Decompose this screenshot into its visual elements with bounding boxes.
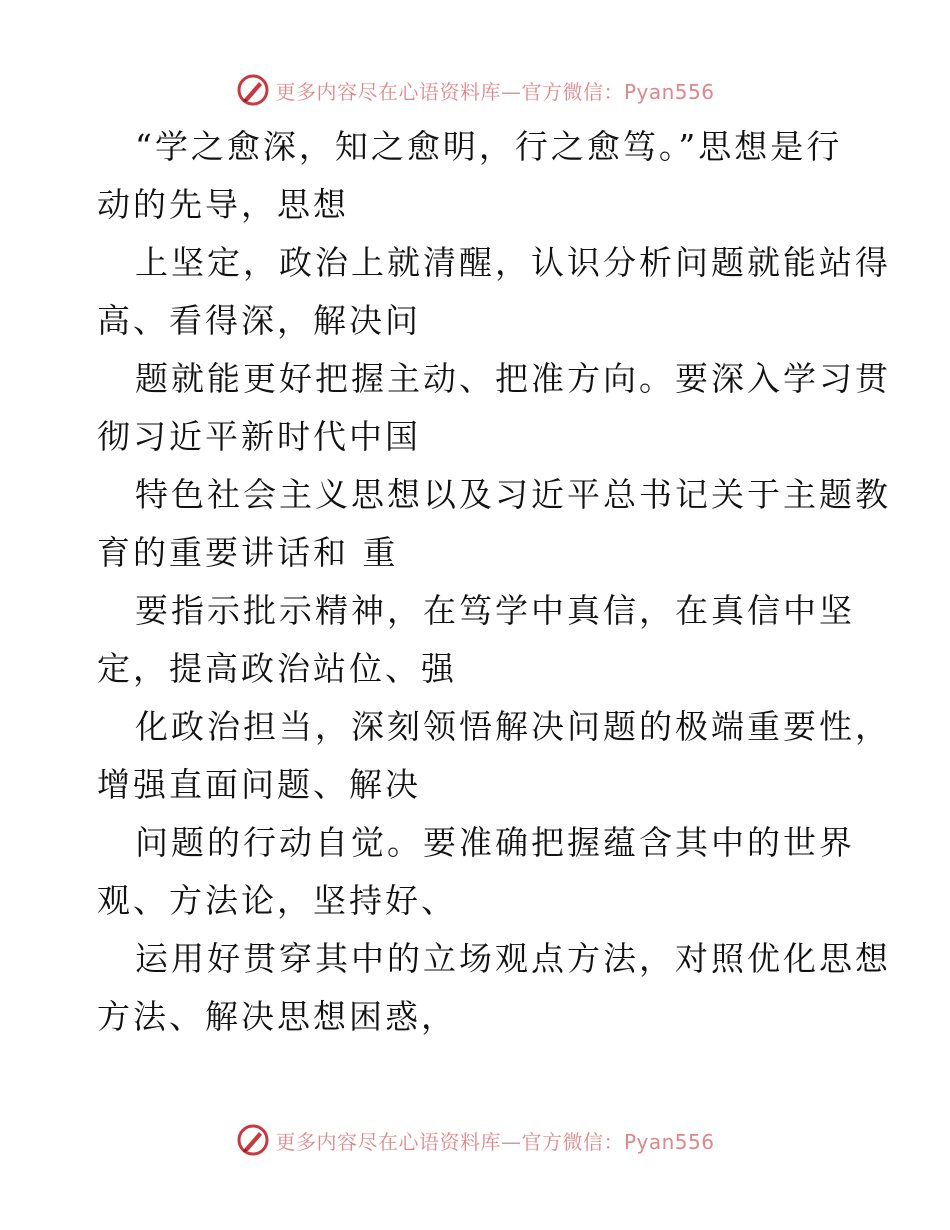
document-body xyxy=(97,118,891,1046)
pen-logo-icon xyxy=(235,1122,271,1158)
text-line: 化政治担当，深刻领悟解决问题的极端重要性， xyxy=(135,707,891,746)
text-line: 题就能更好把握主动、把准方向。要深入学习贯 xyxy=(135,359,891,398)
footer-banner xyxy=(0,1120,950,1160)
text-line: “学之愈深，知之愈明，行之愈笃。”思想是行 xyxy=(135,127,843,166)
text-line: 彻习近平新时代中国 xyxy=(97,417,421,456)
text-line: 观、方法论，坚持好、 xyxy=(97,881,457,920)
text-line: 要指示批示精神，在笃学中真信，在真信中坚 xyxy=(135,591,855,630)
text-line: 上坚定，政治上就清醒，认识分析问题就能站得 xyxy=(135,243,891,282)
footer-banner-text: 更多内容尽在心语资料库—官方微信：Pyan556 xyxy=(275,1129,715,1154)
text-line: 运用好贯穿其中的立场观点方法，对照优化思想 xyxy=(135,939,891,978)
text-line: 问题的行动自觉。要准确把握蕴含其中的世界 xyxy=(135,823,855,862)
text-line: 增强直面问题、解决 xyxy=(97,765,421,804)
text-line: 定，提高政治站位、强 xyxy=(97,649,457,688)
header-banner-text: 更多内容尽在心语资料库—官方微信：Pyan556 xyxy=(275,79,715,104)
text-line: 特色社会主义思想以及习近平总书记关于主题教 xyxy=(135,475,891,514)
text-line: 方法、解决思想困惑， xyxy=(97,997,457,1036)
header-banner xyxy=(0,70,950,110)
text-line: 动的先导，思想 xyxy=(97,185,349,224)
text-line: 育的重要讲话和 重 xyxy=(97,533,399,572)
text-line: 高、看得深，解决问 xyxy=(97,301,421,340)
pen-logo-icon xyxy=(235,72,271,108)
